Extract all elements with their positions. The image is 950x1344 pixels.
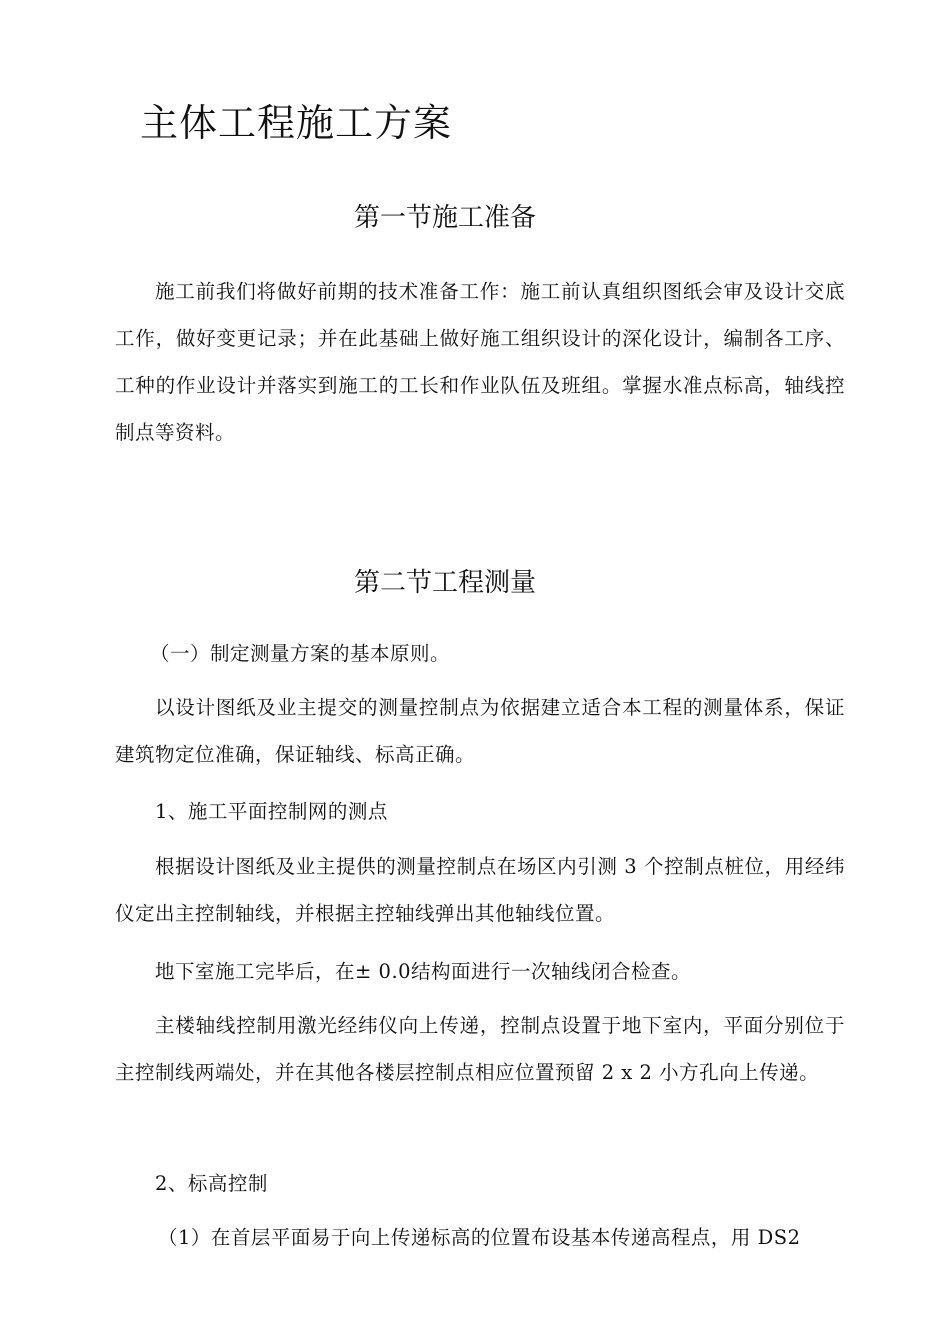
section-1-paragraph: 施工前我们将做好前期的技术准备工作：施工前认真组织图纸会审及设计交底工作，做好变更记录；并在此基础上做好施工组织设计的深化设计，编制各工序、工种的作业设计并落实到施工的工长和作业队伍及班组。掌握水准点标高，轴线控制点等资料。 <box>115 280 845 444</box>
basement-check-paragraph: 地下室施工完毕后，在± 0.0结构面进行一次轴线闭合检查。 <box>155 960 692 983</box>
axis-transfer-paragraph: 主楼轴线控制用激光经纬仪向上传递，控制点设置于地下室内，平面分别位于主控制线两端处，并在其他各楼层控制点相应位置预留 2 x 2 小方孔向上传递。 <box>115 1014 845 1084</box>
document-title: 主体工程施工方案 <box>140 101 453 145</box>
principle-paragraph: 以设计图纸及业主提交的测量控制点为依据建立适合本工程的测量体系，保证建筑物定位准确，保证轴线、标高正确。 <box>115 696 845 766</box>
elevation-control-paragraph: （1）在首层平面易于向上传递标高的位置布设基本传递高程点，用 DS2 <box>158 1226 801 1249</box>
control-network-heading: 1、施工平面控制网的测点 <box>155 800 388 823</box>
section-1-heading: 第一节施工准备 <box>353 203 536 233</box>
principle-heading: （一）制定测量方案的基本原则。 <box>150 642 451 665</box>
section-2-heading: 第二节工程测量 <box>353 568 536 598</box>
control-network-paragraph: 根据设计图纸及业主提供的测量控制点在场区内引测 3 个控制点桩位，用经纬仪定出主控制轴线，并根据主控轴线弹出其他轴线位置。 <box>115 855 845 925</box>
elevation-control-heading: 2、标高控制 <box>155 1172 268 1195</box>
